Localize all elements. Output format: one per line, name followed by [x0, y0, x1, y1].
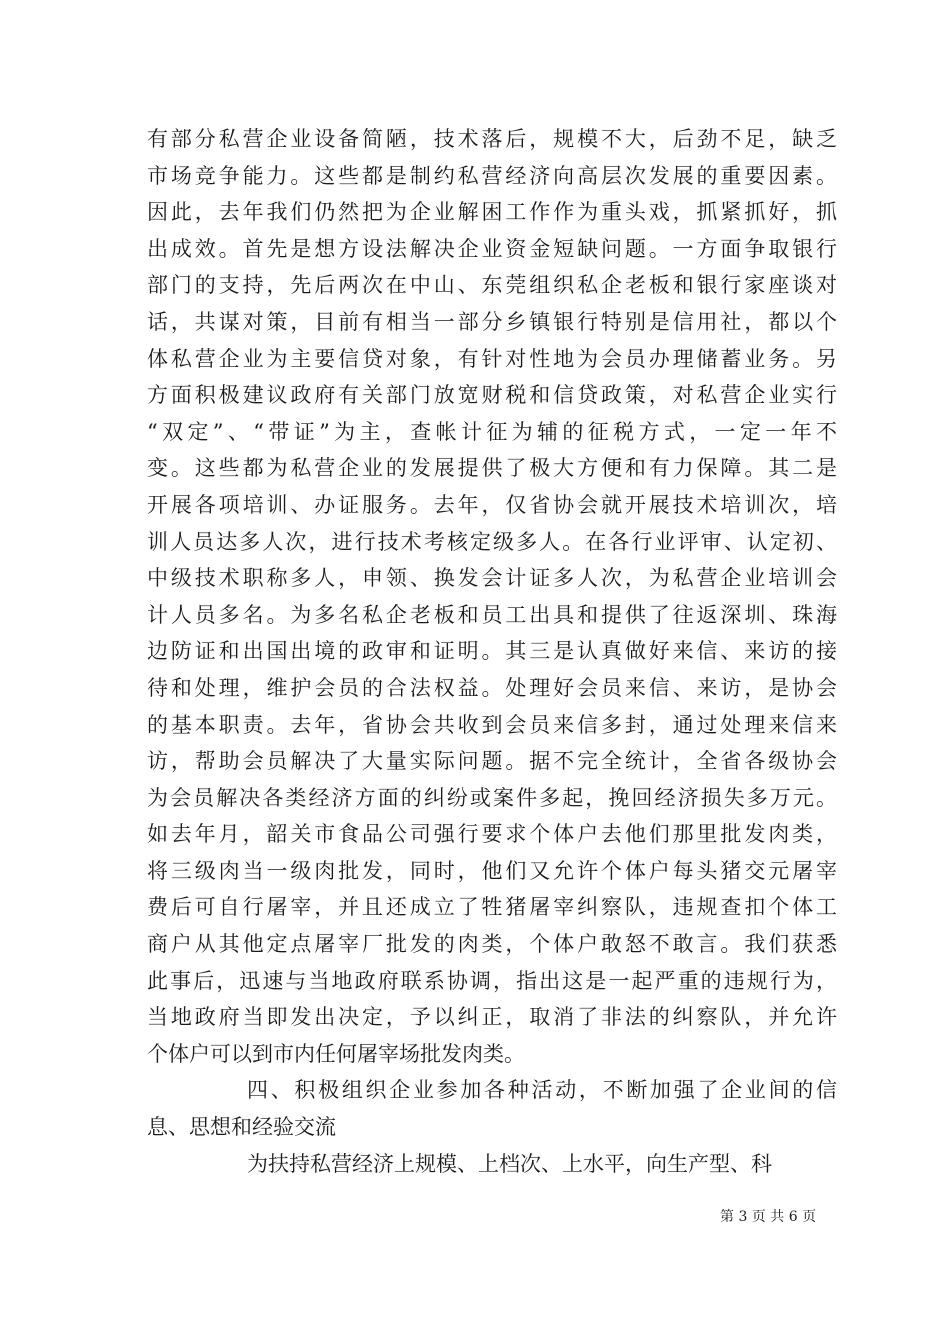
- text-line: 因此，去年我们仍然把为企业解困工作作为重头戏，抓紧抓好，抓: [147, 200, 837, 225]
- text-line: 变。这些都为私营企业的发展提供了极大方便和有力保障。其二是: [147, 456, 837, 481]
- section-heading-line: 四、积极组织企业参加各种活动，不断加强了企业间的信: [247, 1078, 837, 1103]
- page-number: 第 3 页 共 6 页: [720, 1209, 817, 1225]
- text-line: 此事后，迅速与当地政府联系协调，指出这是一起严重的违规行为，: [147, 968, 837, 993]
- text-line: 费后可自行屠宰，并且还成立了牲猪屠宰纠察队，违规查扣个体工: [147, 895, 837, 920]
- text-line: 出成效。首先是想方设法解决企业资金短缺问题。一方面争取银行: [147, 236, 837, 261]
- text-line: 方面积极建议政府有关部门放宽财税和信贷政策，对私营企业实行: [147, 383, 837, 408]
- body-text: [147, 121, 837, 1182]
- text-line: 体私营企业为主要信贷对象，有针对性地为会员办理储蓄业务。另: [147, 346, 837, 371]
- text-line: 访，帮助会员解决了大量实际问题。据不完全统计，全省各级协会: [147, 749, 837, 774]
- text-line: 话，共谋对策，目前有相当一部分乡镇银行特别是信用社，都以个: [147, 309, 837, 334]
- text-line: 中级技术职称多人，申领、换发会计证多人次，为私营企业培训会: [147, 566, 837, 591]
- text-line: 训人员达多人次，进行技术考核定级多人。在各行业评审、认定初、: [147, 529, 837, 554]
- text-line: 开展各项培训、办证服务。去年，仅省协会就开展技术培训次，培: [147, 492, 837, 517]
- text-line: 为会员解决各类经济方面的纠纷或案件多起，挽回经济损失多万元。: [147, 785, 837, 810]
- text-line: 为扶持私营经济上规模、上档次、上水平，向生产型、科: [247, 1151, 772, 1176]
- text-line: “双定”、“带证”为主，查帐计征为辅的征税方式，一定一年不: [147, 419, 837, 444]
- text-line: 部门的支持，先后两次在中山、东莞组织私企老板和银行家座谈对: [147, 273, 837, 298]
- text-line: 将三级肉当一级肉批发，同时，他们又允许个体户每头猪交元屠宰: [147, 858, 837, 883]
- text-line: 个体户可以到市内任何屠宰场批发肉类。: [147, 1041, 525, 1066]
- text-line: 待和处理，维护会员的合法权益。处理好会员来信、来访，是协会: [147, 675, 837, 700]
- text-line: 的基本职责。去年，省协会共收到会员来信多封，通过处理来信来: [147, 712, 837, 737]
- text-line: 市场竞争能力。这些都是制约私营经济向高层次发展的重要因素。: [147, 163, 837, 188]
- text-line: 商户从其他定点屠宰厂批发的肉类，个体户敢怒不敢言。我们获悉: [147, 932, 837, 957]
- text-line: 当地政府当即发出决定，予以纠正，取消了非法的纠察队，并允许: [147, 1005, 837, 1030]
- section-heading-line: 息、思想和经验交流: [147, 1115, 336, 1140]
- text-line: 计人员多名。为多名私企老板和员工出具和提供了往返深圳、珠海: [147, 602, 837, 627]
- text-line: 边防证和出国出境的政审和证明。其三是认真做好来信、来访的接: [147, 639, 837, 664]
- text-line: 有部分私营企业设备简陋，技术落后，规模不大，后劲不足，缺乏: [147, 127, 837, 151]
- text-line: 如去年月，韶关市食品公司强行要求个体户去他们那里批发肉类，: [147, 822, 837, 847]
